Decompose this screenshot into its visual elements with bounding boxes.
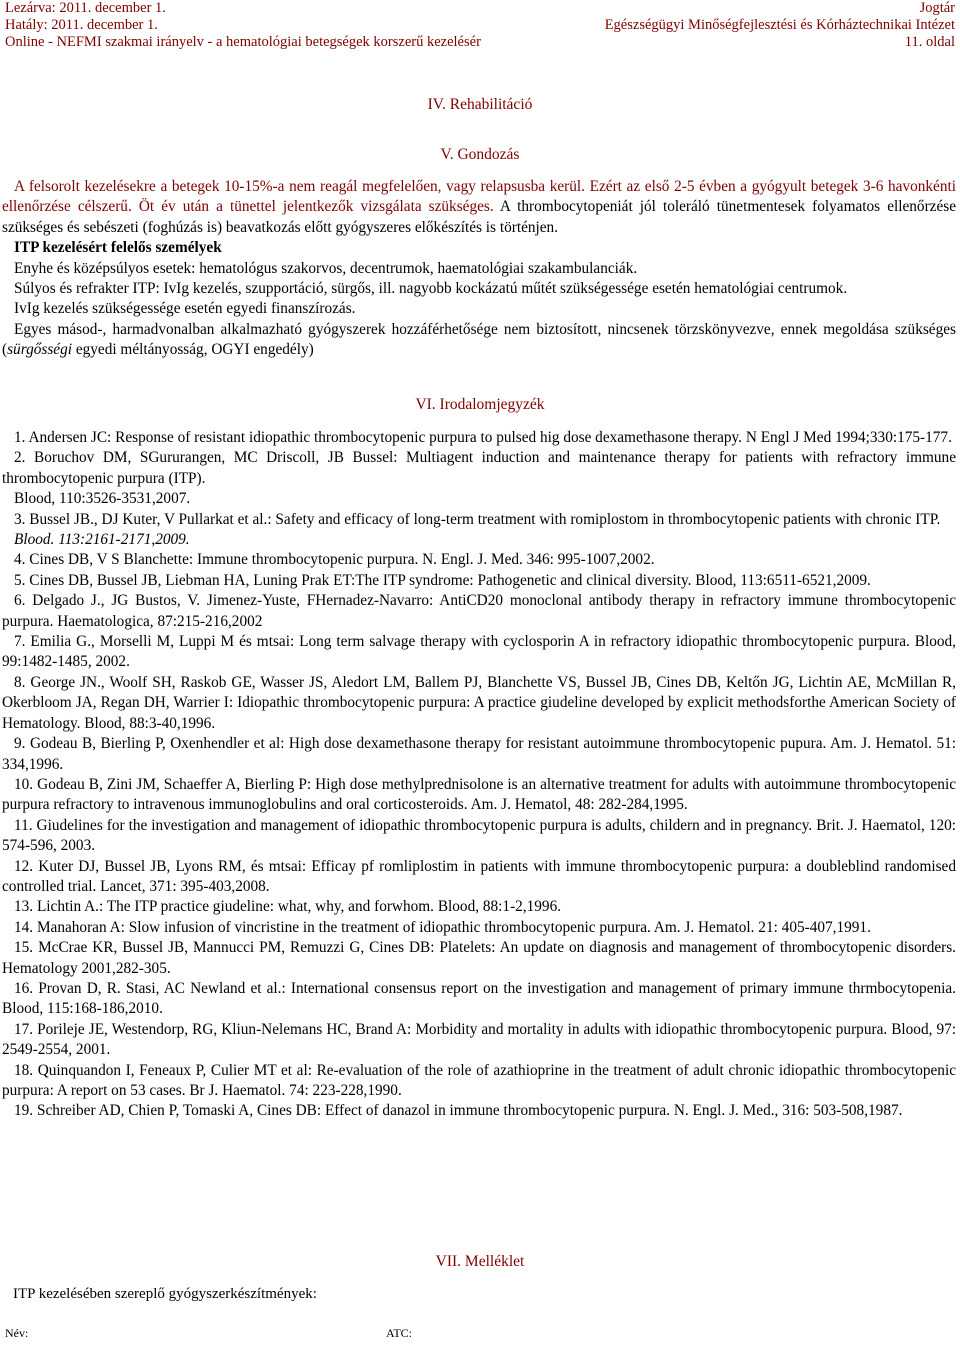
header-right [605, 0, 955, 51]
header-doc-title: Online - NEFMI szakmai irányelv - a hematológiai betegségek korszerű kezelésér [5, 34, 481, 50]
drug-availability-text: Egyes másod-, harmadvonalban alkalmazható gyógyszerek hozzáférhetősége nem biztosított, nincsenek törzskönyvezve, ennek megoldása szükséges ( [2, 320, 956, 359]
care-paragraph-part2: A thrombocytopeniát jól toleráló tünetmentesek folyamatos ellenőrzése szükséges és sebészeti (foghúzás is) beavatkozás előtt gyógyszeres előkészítés is történjen. [2, 198, 956, 236]
responsible-mild-cases: Enyhe és középsúlyos esetek: hematológus szakorvos, decentrumok, haematológiai szakambulanciák. [14, 259, 638, 277]
care-paragraph-part1: A felsorolt kezelésekre a betegek 10-15%-a nem reagál megfelelően, vagy relapsusba kerül. Ezért az első 2-5 évben a gyógyult betegek 3-6 havonkénti ellenőrzése célszerű. Öt év után a tünettel jelentkezők vizsgálata szükséges. [2, 178, 956, 216]
reference-item: 16. Provan D, R. Stasi, AC Newland et al.: International consensus report on the investigation and management of primary immune thrmbocytopenia. Blood, 115:168-186,2010. [2, 979, 956, 1018]
header-page-number: 11. oldal [904, 34, 955, 50]
reference-item: 10. Godeau B, Zini JM, Schaeffer A, Bierling P: High dose methylprednisolone is an alternative treatment for adults with autoimmune thrombocytopenic purpura refractory to intravenous immunoglobulins and oral corticosteroids. Am. J. Hematol, 48: 282-284,1995. [2, 775, 956, 814]
reference-item: 9. Godeau B, Bierling P, Oxenhendler et al: High dose dexamethasone therapy for resistant autoimmune thrombocytopenic pupura. Am. J. Hematol. 51: 334,1996. [2, 735, 956, 773]
responsible-funding: IvIg kezelés szükségessége esetén egyedi finanszírozás. [14, 300, 356, 318]
reference-item: 4. Cines DB, V S Blanchette: Immune thrombocytopenic purpura. N. Engl. J. Med. 346: 995-1007,2002. [14, 551, 655, 569]
section-annex-heading: VII. Melléklet [435, 1253, 525, 1270]
reference-item: 2. Boruchov DM, SGururangen, MC Driscoll, JB Bussel: Multiagent induction and maintenance therapy for patients with refractory immune thrombocytopenic purpura (ITP). [2, 449, 956, 487]
reference-item: 13. Lichtin A.: The ITP practice giudeline: what, why, and forwhom. Blood, 88:1-2,1996. [14, 898, 562, 916]
reference-item: 6. Delgado J., JG Bustos, V. Jimenez-Yuste, FHernadez-Navarro: AntiCD20 monoclonal antibody therapy in refractory immune thrombocytopenic purpura. Haematologica, 87:215-216,2002 [2, 592, 956, 630]
header-left [5, 0, 481, 51]
header-institute: Egészségügyi Minőségfejlesztési és Kórháztechnikai Intézet [604, 17, 955, 33]
header-closed-date: Lezárva: 2011. december 1. [5, 0, 166, 16]
annex-column-name: Név: [5, 1326, 29, 1340]
reference-item: 18. Quinquandon I, Feneaux P, Culier MT et al: Re-evaluation of the role of azathioprine in the treatment of adult chronic idiopathic thrombocytopenic purpura: A report on 53 cases. Br J. Haematol. 74: 223-228,1990. [2, 1061, 956, 1099]
reference-item: 12. Kuter DJ, Bussel JB, Lyons RM, és mtsai: Efficay pf romliplostim in patients with immune thrombocytopenic purpura: a doubleblind randomised controlled trial. Lancet, 371: 395-403,2008. [2, 857, 956, 895]
annex-drug-list-title: ITP kezelésében szereplő gyógyszerkészítmények: [13, 1286, 317, 1302]
drug-availability-paragraph [2, 320, 956, 361]
reference-item: Blood, 110:3526-3531,2007. [14, 490, 191, 508]
reference-item: 5. Cines DB, Bussel JB, Liebman HA, Luning Prak ET:The ITP syndrome: Pathogenetic and clinical diversity. Blood, 113:6511-6521,2009. [14, 571, 871, 589]
header-effective-date: Hatály: 2011. december 1. [5, 17, 158, 33]
annex-column-atc: ATC: [386, 1326, 413, 1340]
drug-availability-text-end: egyedi méltányosság, OGYI engedély) [72, 341, 314, 359]
reference-item: 7. Emilia G., Morselli M, Luppi M és mtsai: Long term salvage therapy with cyclosporin A in refractory idiopathic thrombocytopenic purpura. Blood, 99:1482-1485, 2002. [2, 633, 956, 671]
reference-item: 14. Manahoran A: Slow infusion of vincristine in the treatment of idiopathic thrombocytopenic purpura. Am. J. Hematol. 21: 405-407,1991. [14, 918, 871, 936]
reference-item: 11. Giudelines for the investigation and management of idiopathic thrombocytopenic purpura is adults, childern and in pregnancy. Brit. J. Haematol, 120: 574-596, 2003. [2, 816, 956, 855]
reference-item: 1. Andersen JC: Response of resistant idiopathic thrombocytopenic purpura to pulsed hig dose dexamethasone therapy. N Engl J Med 1994;330:175-177. [14, 429, 952, 446]
section-rehabilitation-heading: IV. Rehabilitáció [427, 96, 533, 113]
responsible-severe-cases: Súlyos és refrakter ITP: IvIg kezelés, szupportáció, sürgős, ill. nagyobb kockázatú műtét szükségessége esetén hematológiai centrumok. [14, 280, 848, 298]
care-text [2, 177, 956, 361]
care-paragraph [2, 177, 956, 238]
reference-list [2, 428, 956, 1122]
reference-item: 3. Bussel JB., DJ Kuter, V Pullarkat et al.: Safety and efficacy of long-term treatment with romiplostom in thrombocytopenic patients with chronic ITP. [14, 510, 941, 528]
reference-item: Blood. 113:2161-2171,2009. [14, 531, 190, 549]
drug-availability-emphasis: sürgősségi [7, 341, 72, 359]
reference-item: 19. Schreiber AD, Chien P, Tomaski A, Cines DB: Effect of danazol in immune thrombocytopenic purpura. N. Engl. J. Med., 316: 503-508,1987. [14, 1102, 903, 1120]
reference-item: 8. George JN., Woolf SH, Raskob GE, Wasser JS, Aledort LM, Ballem PJ, Blanchette VS, Bussel JB, Cines DB, Keltőn JG, Lichtin AE, McMillan R, Okerbloom JA, Regan DH, Warrier I: Idiopathic thrombocytopenic purpura: A practice giudeline developed by explicit methodsforthe American Society of Hematology. Blood, 88:3-40,1996. [2, 673, 956, 732]
section-care-heading: V. Gondozás [440, 146, 520, 163]
header-publisher: Jogtár [919, 0, 955, 16]
reference-item: 15. McCrae KR, Bussel JB, Mannucci PM, Remuzzi G, Cines DB: Platelets: An update on diagnosis and management of thrombocytopenic disorders. Hematology 2001,282-305. [2, 939, 956, 977]
reference-item: 17. Porileje JE, Westendorp, RG, Kliun-Nelemans HC, Brand A: Morbidity and mortality in adults with idiopathic thrombocytopenic purpura. Blood, 97: 2549-2554, 2001. [2, 1020, 956, 1059]
responsible-persons-heading: ITP kezelésért felelős személyek [14, 239, 222, 257]
section-bibliography-heading: VI. Irodalomjegyzék [415, 396, 545, 413]
